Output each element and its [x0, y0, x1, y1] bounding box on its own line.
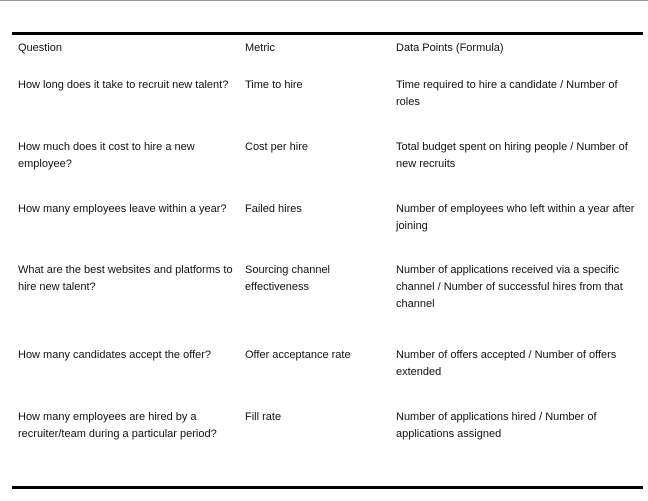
table-top-rule — [12, 32, 643, 35]
row-metric: Failed hires — [245, 203, 302, 215]
header-formula: Data Points (Formula) — [396, 42, 504, 54]
row-question: How many employees leave within a year? — [18, 203, 227, 215]
row-metric: Cost per hire — [245, 141, 308, 153]
metrics-table — [12, 32, 643, 440]
row-question: How long does it take to recruit new talent? — [18, 79, 229, 91]
row-metric: Time to hire — [245, 79, 303, 91]
row-metric: Offer acceptance rate — [245, 349, 351, 361]
row-question: What are the best websites and platforms to hire new talent? — [18, 264, 233, 293]
row-metric: Fill rate — [245, 411, 282, 423]
row-formula: Number of applications received via a specific channel / Number of successful hires from that channel — [396, 264, 623, 310]
row-formula: Number of applications hired / Number of applications assigned — [396, 411, 597, 440]
row-question: How many employees are hired by a recruiter/team during a particular period? — [18, 411, 217, 440]
header-metric: Metric — [245, 42, 275, 54]
row-formula: Total budget spent on hiring people / Number of new recruits — [396, 141, 628, 170]
header-question: Question — [18, 42, 63, 54]
row-metric: Sourcing channel effectiveness — [245, 264, 331, 293]
page-top-rule — [0, 0, 648, 1]
row-question: How much does it cost to hire a new employee? — [18, 141, 195, 170]
row-formula: Number of offers accepted / Number of offers extended — [396, 349, 617, 378]
row-question: How many candidates accept the offer? — [18, 349, 212, 361]
table-bottom-rule — [12, 486, 643, 489]
row-formula: Time required to hire a candidate / Number of roles — [396, 79, 618, 108]
row-formula: Number of employees who left within a year after joining — [396, 203, 635, 232]
